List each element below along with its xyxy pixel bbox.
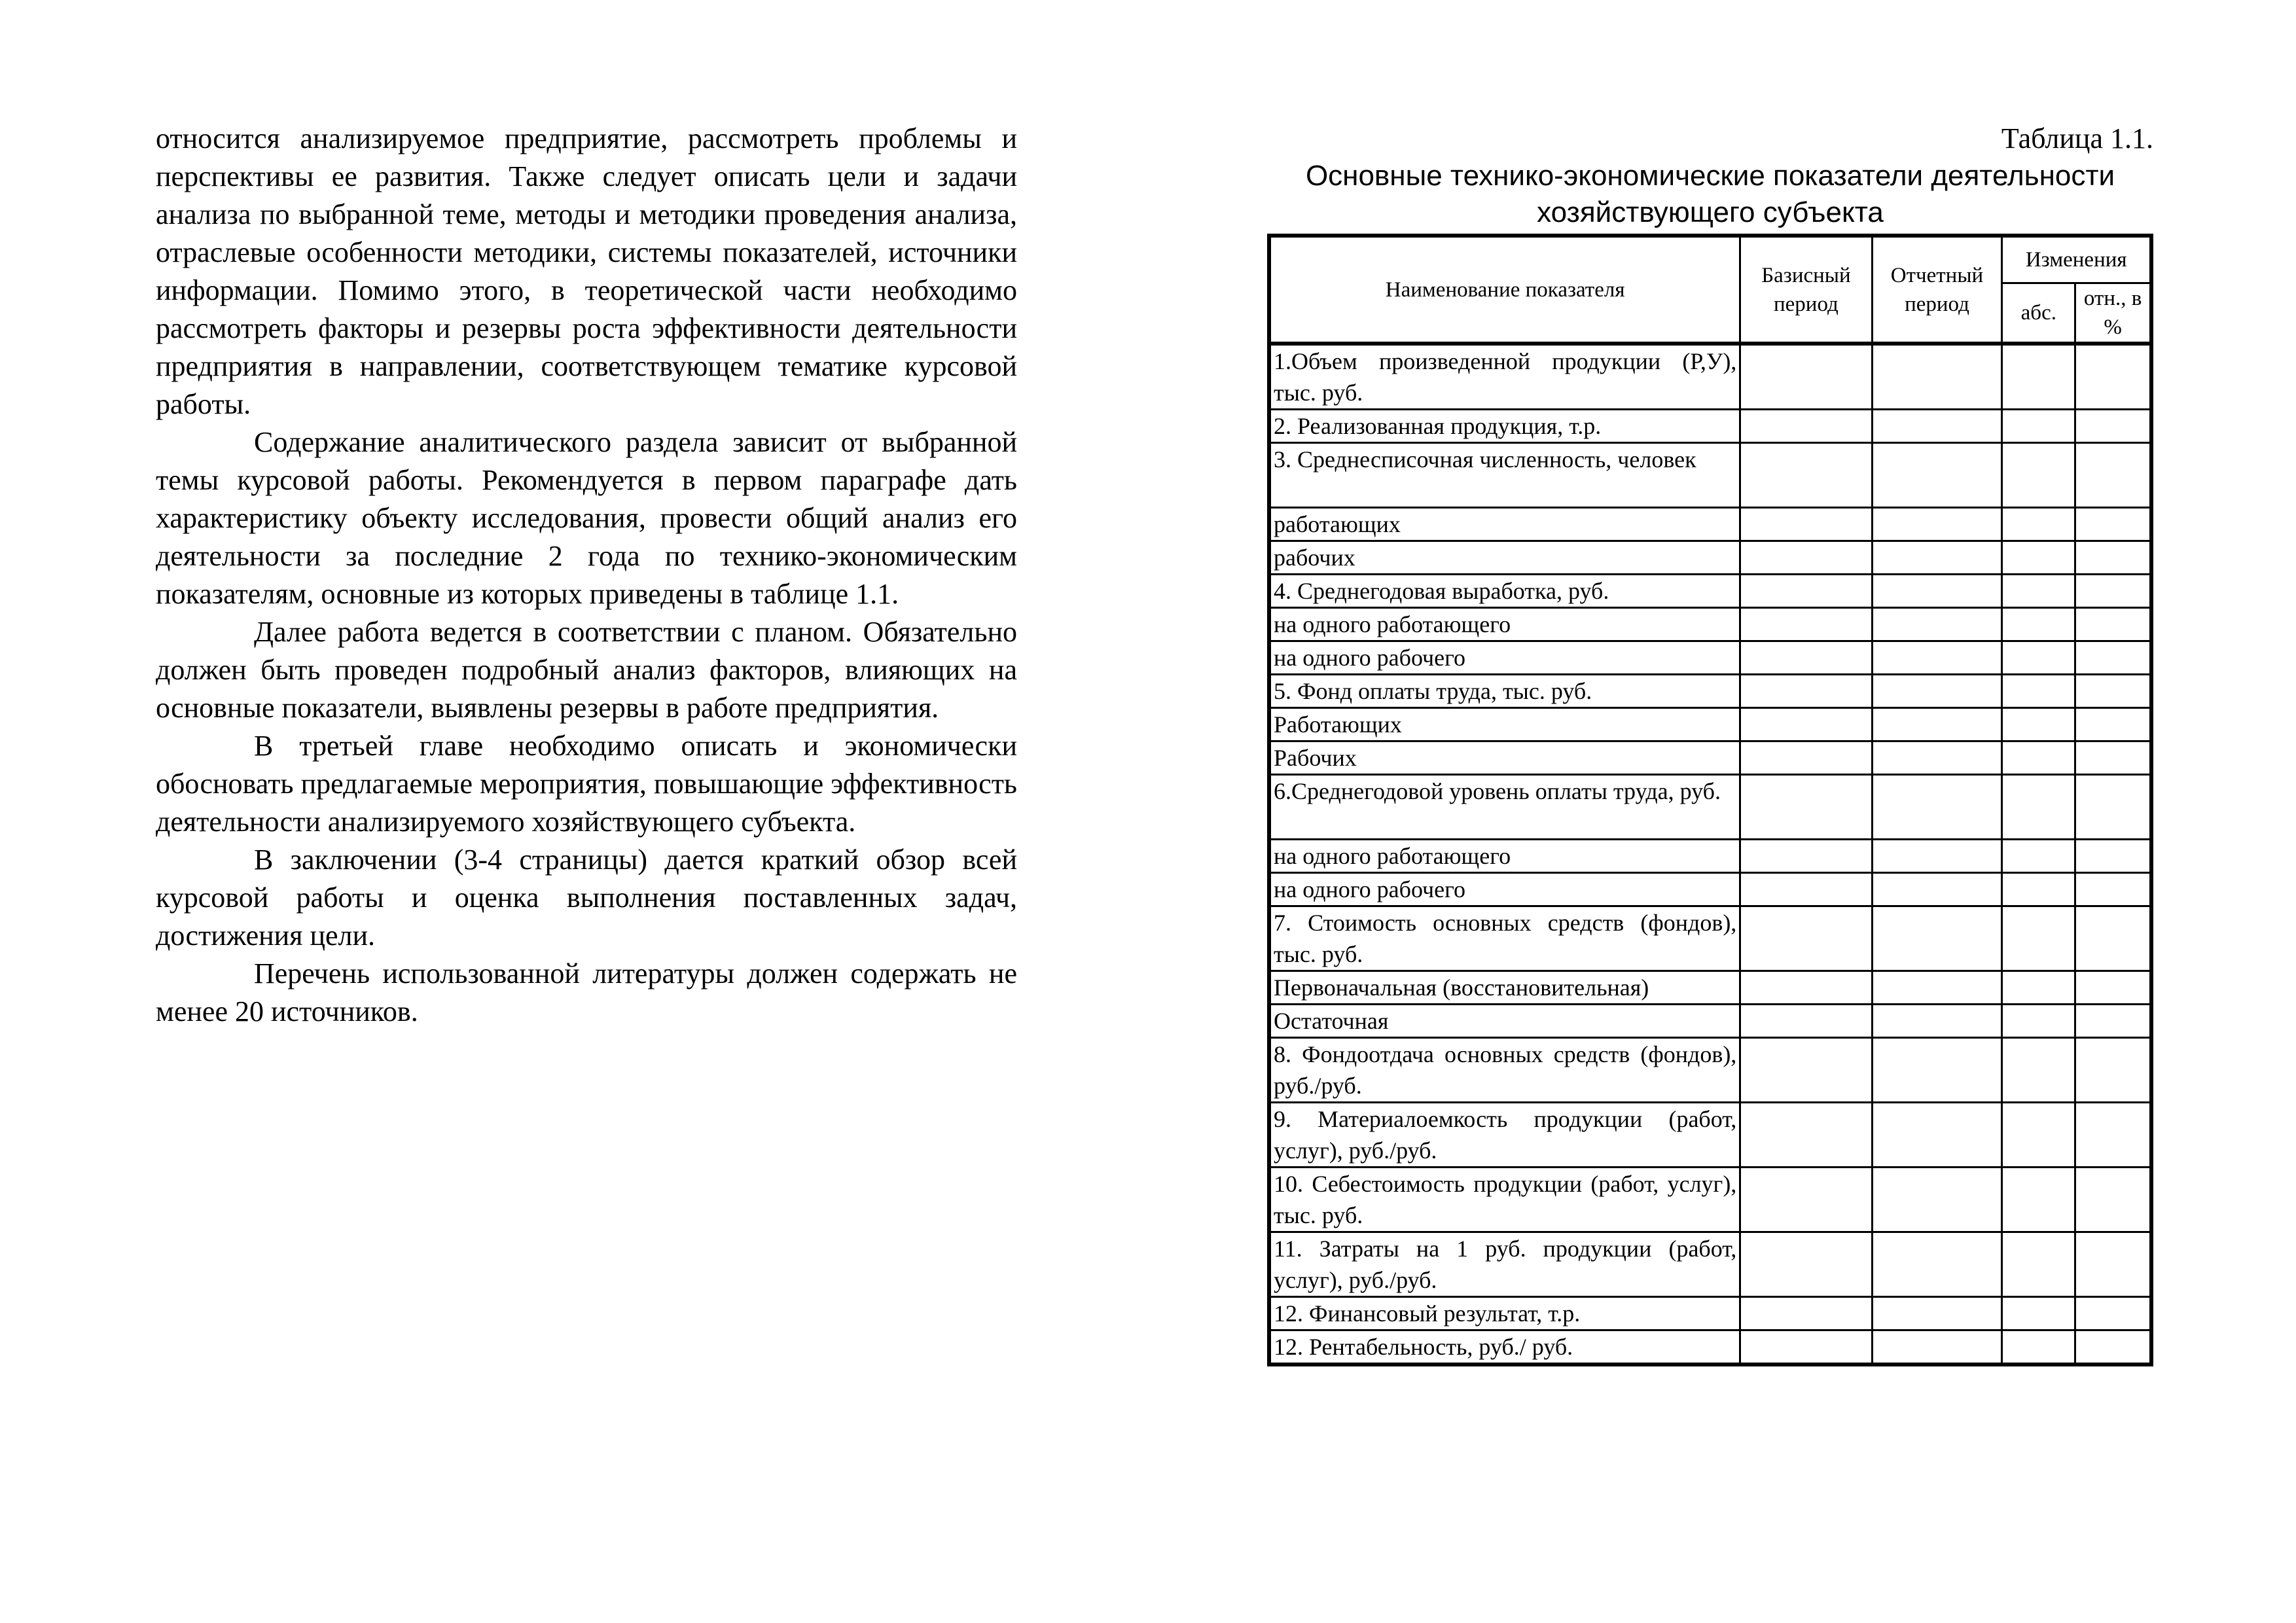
base-cell [1740, 873, 1872, 906]
right-page [1267, 120, 2153, 1366]
rel-change-cell [2075, 344, 2151, 410]
base-cell [1740, 741, 1872, 775]
abs-change-cell [2002, 1103, 2075, 1168]
paragraph: относится анализируемое предприятие, рассмотреть проблемы и перспективы ее развития. Также следует описать цели и задачи анализа по выбранной теме, методы и методики проведения анализа, отраслевые особенности методики, системы показателей, источники информации. Помимо этого, в теоретической части необходимо рассмотреть факторы и резервы роста эффективности деятельности предприятия в направлении, соответствующем тематике курсовой работы. [156, 122, 1017, 420]
table-row [1269, 443, 2151, 508]
report-cell [1872, 641, 2002, 675]
indicator-name-cell: 10. Себестоимость продукции (работ, услуг), тыс. руб. [1269, 1168, 1740, 1232]
table-row [1269, 1297, 2151, 1330]
table-row [1269, 1232, 2151, 1297]
rel-change-cell [2075, 1330, 2151, 1365]
abs-change-cell [2002, 575, 2075, 608]
abs-change-cell [2002, 675, 2075, 708]
indicator-name-cell: 1.Объем произведенной продукции (Р,У), тыс. руб. [1269, 344, 1740, 410]
indicator-name-cell: 6.Среднегодовой уровень оплаты труда, руб. [1269, 775, 1740, 840]
table-title [1267, 158, 2153, 231]
base-cell [1740, 675, 1872, 708]
abs-change-cell [2002, 1330, 2075, 1365]
report-cell [1872, 575, 2002, 608]
base-cell [1740, 1330, 1872, 1365]
indicator-name-cell: 4. Среднегодовая выработка, руб. [1269, 575, 1740, 608]
table-title-line2: хозяйствующего субъекта [1537, 196, 1884, 228]
report-cell [1872, 608, 2002, 641]
report-cell [1872, 741, 2002, 775]
abs-change-cell [2002, 344, 2075, 410]
abs-change-cell [2002, 708, 2075, 741]
base-cell [1740, 1038, 1872, 1103]
table-row [1269, 906, 2151, 971]
report-cell [1872, 708, 2002, 741]
rel-change-cell [2075, 840, 2151, 873]
abs-change-cell [2002, 508, 2075, 541]
report-cell [1872, 508, 2002, 541]
report-cell [1872, 1297, 2002, 1330]
indicators-table-body [1269, 344, 2151, 1364]
report-cell [1872, 1330, 2002, 1365]
table-number: Таблица 1.1. [2001, 122, 2153, 154]
rel-change-cell [2075, 906, 2151, 971]
abs-change-cell [2002, 541, 2075, 575]
table-title-line1: Основные технико-экономические показатели деятельности [1305, 160, 2115, 192]
report-cell [1872, 1168, 2002, 1232]
abs-change-cell [2002, 1168, 2075, 1232]
table-row [1269, 741, 2151, 775]
indicator-name-cell: 8. Фондоотдача основных средств (фондов), руб./руб. [1269, 1038, 1740, 1103]
indicator-name-cell: Работающих [1269, 708, 1740, 741]
indicator-name-cell: 5. Фонд оплаты труда, тыс. руб. [1269, 675, 1740, 708]
header-changes: Изменения [2002, 236, 2151, 283]
table-row [1269, 1038, 2151, 1103]
report-cell [1872, 675, 2002, 708]
table-row [1269, 1330, 2151, 1365]
header-base-period: Базисный период [1740, 236, 1872, 344]
report-cell [1872, 1038, 2002, 1103]
abs-change-cell [2002, 840, 2075, 873]
indicator-name-cell: работающих [1269, 508, 1740, 541]
table-row [1269, 1168, 2151, 1232]
base-cell [1740, 344, 1872, 410]
abs-change-cell [2002, 906, 2075, 971]
indicator-name-cell: рабочих [1269, 541, 1740, 575]
left-page-text [156, 120, 1017, 1031]
rel-change-cell [2075, 1103, 2151, 1168]
abs-change-cell [2002, 641, 2075, 675]
table-row [1269, 344, 2151, 410]
table-row [1269, 608, 2151, 641]
base-cell [1740, 1005, 1872, 1038]
indicator-name-cell: 3. Среднесписочная численность, человек [1269, 443, 1740, 508]
base-cell [1740, 443, 1872, 508]
header-report-period: Отчетный период [1872, 236, 2002, 344]
indicator-name-cell: Первоначальная (восстановительная) [1269, 971, 1740, 1005]
rel-change-cell [2075, 1005, 2151, 1038]
header-changes-abs: абс. [2002, 283, 2075, 344]
report-cell [1872, 1005, 2002, 1038]
rel-change-cell [2075, 541, 2151, 575]
indicator-name-cell: 11. Затраты на 1 руб. продукции (работ, услуг), руб./руб. [1269, 1232, 1740, 1297]
report-cell [1872, 775, 2002, 840]
base-cell [1740, 971, 1872, 1005]
table-row [1269, 575, 2151, 608]
base-cell [1740, 641, 1872, 675]
indicator-name-cell: 12. Финансовый результат, т.р. [1269, 1297, 1740, 1330]
table-row [1269, 410, 2151, 443]
table-row [1269, 1005, 2151, 1038]
rel-change-cell [2075, 641, 2151, 675]
report-cell [1872, 840, 2002, 873]
rel-change-cell [2075, 675, 2151, 708]
indicator-name-cell: 7. Стоимость основных средств (фондов), тыс. руб. [1269, 906, 1740, 971]
indicator-name-cell: Остаточная [1269, 1005, 1740, 1038]
rel-change-cell [2075, 410, 2151, 443]
base-cell [1740, 508, 1872, 541]
rel-change-cell [2075, 1038, 2151, 1103]
rel-change-cell [2075, 873, 2151, 906]
report-cell [1872, 906, 2002, 971]
indicator-name-cell: 2. Реализованная продукция, т.р. [1269, 410, 1740, 443]
abs-change-cell [2002, 741, 2075, 775]
base-cell [1740, 775, 1872, 840]
header-indicator-name: Наименование показателя [1269, 236, 1740, 344]
abs-change-cell [2002, 443, 2075, 508]
base-cell [1740, 575, 1872, 608]
table-row [1269, 840, 2151, 873]
report-cell [1872, 443, 2002, 508]
report-cell [1872, 873, 2002, 906]
base-cell [1740, 541, 1872, 575]
abs-change-cell [2002, 1038, 2075, 1103]
abs-change-cell [2002, 873, 2075, 906]
abs-change-cell [2002, 1005, 2075, 1038]
rel-change-cell [2075, 971, 2151, 1005]
abs-change-cell [2002, 775, 2075, 840]
table-row [1269, 675, 2151, 708]
report-cell [1872, 971, 2002, 1005]
base-cell [1740, 1168, 1872, 1232]
abs-change-cell [2002, 608, 2075, 641]
base-cell [1740, 906, 1872, 971]
table-row [1269, 775, 2151, 840]
base-cell [1740, 840, 1872, 873]
rel-change-cell [2075, 708, 2151, 741]
rel-change-cell [2075, 575, 2151, 608]
indicator-name-cell: 12. Рентабельность, руб./ руб. [1269, 1330, 1740, 1365]
indicator-name-cell: 9. Материалоемкость продукции (работ, услуг), руб./руб. [1269, 1103, 1740, 1168]
rel-change-cell [2075, 1297, 2151, 1330]
table-row [1269, 641, 2151, 675]
header-changes-rel: отн., в % [2075, 283, 2151, 344]
paragraph: Перечень использованной литературы должен содержать не менее 20 источников. [156, 957, 1017, 1027]
rel-change-cell [2075, 508, 2151, 541]
base-cell [1740, 410, 1872, 443]
indicator-name-cell: на одного работающего [1269, 840, 1740, 873]
table-row [1269, 971, 2151, 1005]
table-row [1269, 541, 2151, 575]
indicator-name-cell: на одного работающего [1269, 608, 1740, 641]
report-cell [1872, 541, 2002, 575]
indicators-table [1267, 234, 2153, 1366]
rel-change-cell [2075, 443, 2151, 508]
rel-change-cell [2075, 775, 2151, 840]
indicator-name-cell: на одного рабочего [1269, 873, 1740, 906]
paragraph: Далее работа ведется в соответствии с планом. Обязательно должен быть проведен подробный анализ факторов, влияющих на основные показатели, выявлены резервы в работе предприятия. [156, 616, 1017, 724]
base-cell [1740, 1297, 1872, 1330]
base-cell [1740, 1232, 1872, 1297]
table-row [1269, 508, 2151, 541]
table-row [1269, 708, 2151, 741]
report-cell [1872, 1103, 2002, 1168]
rel-change-cell [2075, 741, 2151, 775]
abs-change-cell [2002, 971, 2075, 1005]
report-cell [1872, 410, 2002, 443]
abs-change-cell [2002, 1297, 2075, 1330]
rel-change-cell [2075, 1232, 2151, 1297]
indicator-name-cell: Рабочих [1269, 741, 1740, 775]
paragraph: В третьей главе необходимо описать и экономически обосновать предлагаемые мероприятия, повышающие эффективность деятельности анализируемого хозяйствующего субъекта. [156, 730, 1017, 838]
indicator-name-cell: на одного рабочего [1269, 641, 1740, 675]
rel-change-cell [2075, 608, 2151, 641]
abs-change-cell [2002, 1232, 2075, 1297]
paragraph: Содержание аналитического раздела зависит от выбранной темы курсовой работы. Рекомендуется в первом параграфе дать характеристику объекту исследования, провести общий анализ его деятельности за последние 2 года по технико-экономическим показателям, основные из которых приведены в таблице 1.1. [156, 426, 1017, 610]
table-row [1269, 1103, 2151, 1168]
abs-change-cell [2002, 410, 2075, 443]
base-cell [1740, 608, 1872, 641]
table-row [1269, 873, 2151, 906]
report-cell [1872, 344, 2002, 410]
base-cell [1740, 1103, 1872, 1168]
report-cell [1872, 1232, 2002, 1297]
base-cell [1740, 708, 1872, 741]
paragraph: В заключении (3-4 страницы) дается краткий обзор всей курсовой работы и оценка выполнения поставленных задач, достижения цели. [156, 844, 1017, 952]
rel-change-cell [2075, 1168, 2151, 1232]
